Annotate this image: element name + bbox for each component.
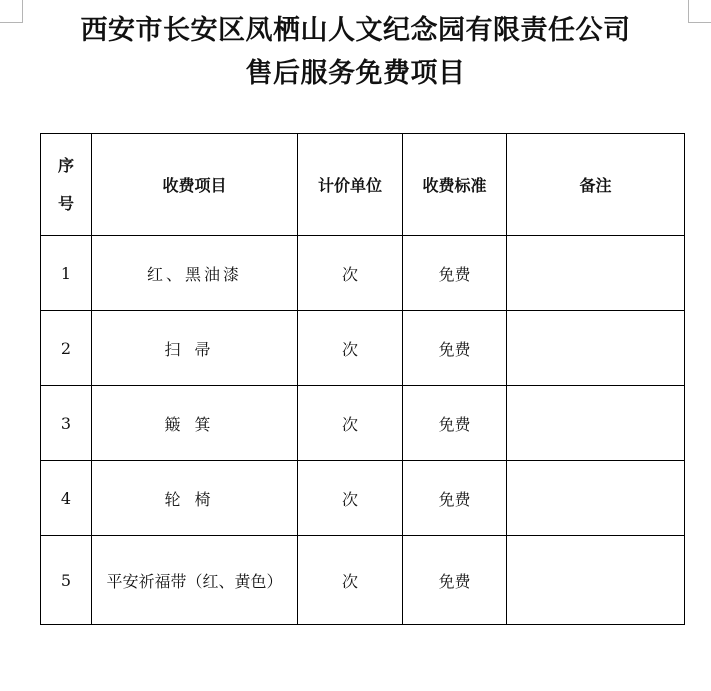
cell-seq: 4 [41,461,92,536]
cell-item: 轮椅 [92,461,298,536]
cell-item: 红、黑油漆 [92,236,298,311]
fee-table [40,133,685,625]
cell-unit: 次 [298,311,403,386]
cell-item: 簸箕 [92,386,298,461]
header-remarks: 备注 [507,134,685,236]
document-title: 西安市长安区凤栖山人文纪念园有限责任公司 [80,15,631,46]
cell-remarks [507,461,685,536]
cell-remarks [507,236,685,311]
cell-seq: 3 [41,386,92,461]
cell-unit: 次 [298,461,403,536]
cell-unit: 次 [298,236,403,311]
cell-standard: 免费 [403,386,507,461]
header-item: 收费项目 [92,134,298,236]
header-unit: 计价单位 [298,134,403,236]
table-row [41,236,685,311]
table-row [41,536,685,625]
cell-standard: 免费 [403,536,507,625]
cell-item: 平安祈福带（红、黄色） [92,536,298,625]
table-row [41,311,685,386]
table-row [41,461,685,536]
table-row [41,386,685,461]
header-standard: 收费标准 [403,134,507,236]
cell-item: 扫帚 [92,311,298,386]
cell-unit: 次 [298,386,403,461]
cell-seq: 2 [41,311,92,386]
table-header-row [41,134,685,236]
cell-remarks [507,386,685,461]
cell-remarks [507,311,685,386]
header-seq-label: 序号 [57,155,74,213]
cell-standard: 免费 [403,236,507,311]
cell-remarks [507,536,685,625]
cell-seq: 1 [41,236,92,311]
cell-standard: 免费 [403,461,507,536]
cell-unit: 次 [298,536,403,625]
header-seq [41,134,92,236]
cell-seq: 5 [41,536,92,625]
document-subtitle: 售后服务免费项目 [245,58,466,89]
cell-standard: 免费 [403,311,507,386]
